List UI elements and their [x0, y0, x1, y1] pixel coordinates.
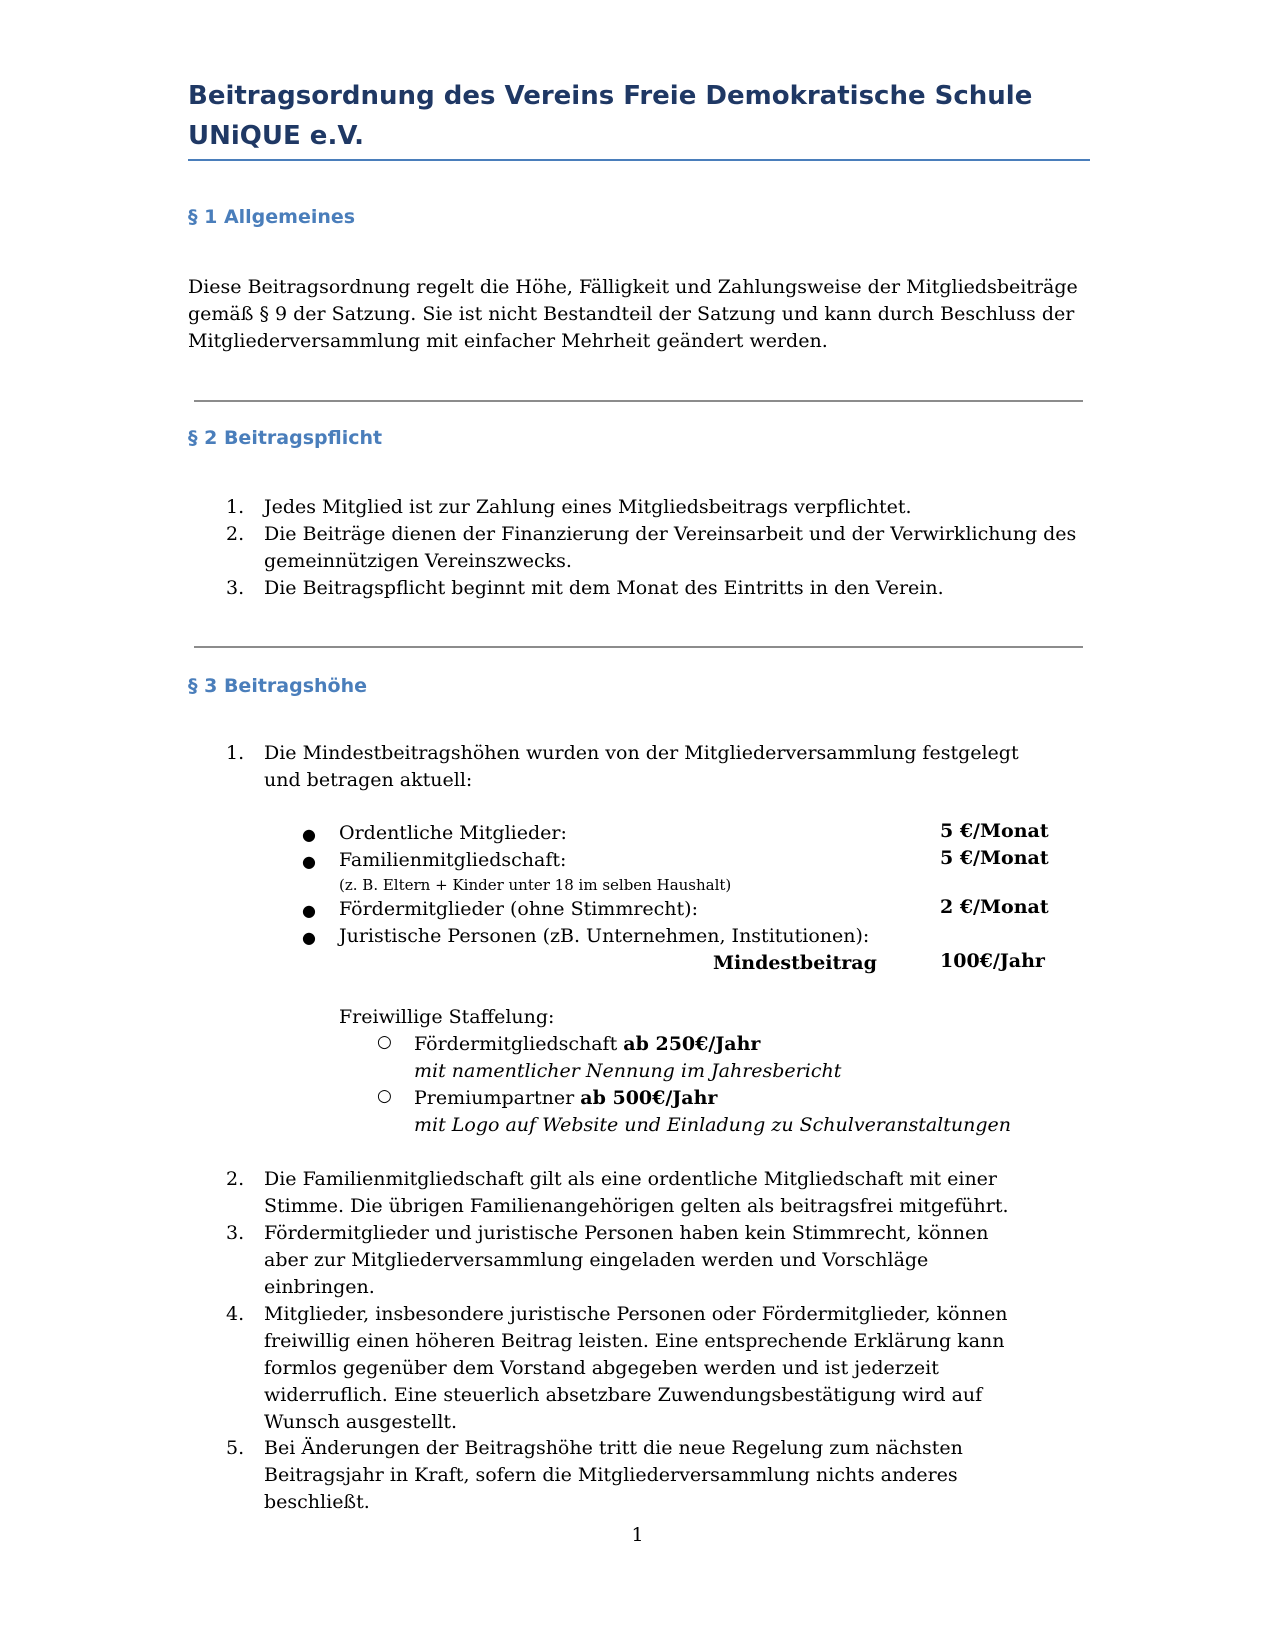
fee-value: 2 €/Monat [940, 896, 1049, 918]
page-number: 1 [631, 1524, 644, 1546]
tier-line [414, 1085, 717, 1112]
list-number: 4. [226, 1303, 245, 1325]
section-heading-1: § 1 Allgemeines [188, 206, 356, 228]
section-heading-3: § 3 Beitragshöhe [188, 675, 368, 697]
tier-line [414, 1031, 760, 1058]
bullet-icon: ● [302, 852, 316, 871]
list-text: Die Beiträge dienen der Finanzierung der Vereinsarbeit und der Verwirklichung des gemeinnützigen Vereinszwecks. [264, 523, 1077, 572]
circle-bullet-icon: ○ [377, 1086, 392, 1106]
circle-bullet-icon: ○ [377, 1032, 392, 1052]
fee-value: 100€/Jahr [940, 950, 1045, 972]
fee-label: Fördermitglieder (ohne Stimmrecht): [339, 898, 698, 920]
tier-description: mit Logo auf Website und Einladung zu Schulveranstaltungen [414, 1114, 1011, 1136]
list-text: Mitglieder, insbesondere juristische Personen oder Fördermitglieder, können freiwillig einen höheren Beitrag leisten. Eine entsprechende Erklärung kann formlos gegenüber dem Vorstand abgegeben werden und ist jederzeit widerruflich. Eine steuerlich absetzbare Zuwendungsbestätigung wird auf Wunsch ausgestellt. [264, 1303, 1008, 1433]
section-heading-2: § 2 Beitragspflicht [188, 427, 383, 449]
title-underline [188, 159, 1090, 161]
list-number: 3. [226, 577, 245, 599]
tier-amount: ab 500€/Jahr [580, 1087, 718, 1109]
list-number: 1. [226, 742, 245, 764]
fee-sublabel: Mindestbeitrag [713, 952, 877, 974]
bullet-icon: ● [302, 901, 316, 920]
section-divider [194, 400, 1083, 402]
bullet-icon: ● [302, 825, 316, 844]
tier-description: mit namentlicher Nennung im Jahresbericht [414, 1060, 842, 1082]
list-text: Die Mindestbeitragshöhen wurden von der Mitgliederversammlung festgelegt und betragen aktuell: [264, 742, 1019, 791]
bullet-icon: ● [302, 928, 316, 947]
document-title: Beitragsordnung des Vereins Freie Demokratische Schule UNiQUE e.V. [188, 81, 1033, 151]
list-number: 1. [226, 496, 245, 518]
fee-label: Familienmitgliedschaft: [339, 849, 567, 871]
list-text: Jedes Mitglied ist zur Zahlung eines Mitgliedsbeitrags verpflichtet. [264, 496, 912, 518]
tier-name: Premiumpartner [414, 1087, 575, 1109]
list-number: 5. [226, 1437, 245, 1459]
list-number: 3. [226, 1222, 245, 1244]
fee-value: 5 €/Monat [940, 847, 1049, 869]
fee-label: Juristische Personen (zB. Unternehmen, Institutionen): [339, 925, 870, 947]
list-text: Die Familienmitgliedschaft gilt als eine ordentliche Mitgliedschaft mit einer Stimme. Die übrigen Familienangehörigen gelten als beitragsfrei mitgeführt. [264, 1168, 1009, 1217]
list-number: 2. [226, 523, 245, 545]
list-text: Bei Änderungen der Beitragshöhe tritt die neue Regelung zum nächsten Beitragsjahr in Kraft, sofern die Mitgliederversammlung nichts anderes beschließt. [264, 1437, 963, 1513]
tier-amount: ab 250€/Jahr [623, 1033, 761, 1055]
list-text: Die Beitragspflicht beginnt mit dem Monat des Eintritts in den Verein. [264, 577, 944, 599]
staffelung-label: Freiwillige Staffelung: [339, 1006, 555, 1028]
fee-label: Ordentliche Mitglieder: [339, 822, 567, 844]
fee-value: 5 €/Monat [940, 820, 1049, 842]
list-text: Fördermitglieder und juristische Personen haben kein Stimmrecht, können aber zur Mitgliederversammlung eingeladen werden und Vorschläge einbringen. [264, 1222, 989, 1298]
tier-name: Fördermitgliedschaft [414, 1033, 618, 1055]
fee-note: (z. B. Eltern + Kinder unter 18 im selben Haushalt) [339, 876, 732, 894]
section-1-paragraph: Diese Beitragsordnung regelt die Höhe, Fälligkeit und Zahlungsweise der Mitgliedsbeiträge gemäß § 9 der Satzung. Sie ist nicht Bestandteil der Satzung und kann durch Beschluss der Mitgliederversammlung mit einfacher Mehrheit geändert werden. [188, 276, 1078, 352]
list-number: 2. [226, 1168, 245, 1190]
section-divider [194, 646, 1083, 648]
